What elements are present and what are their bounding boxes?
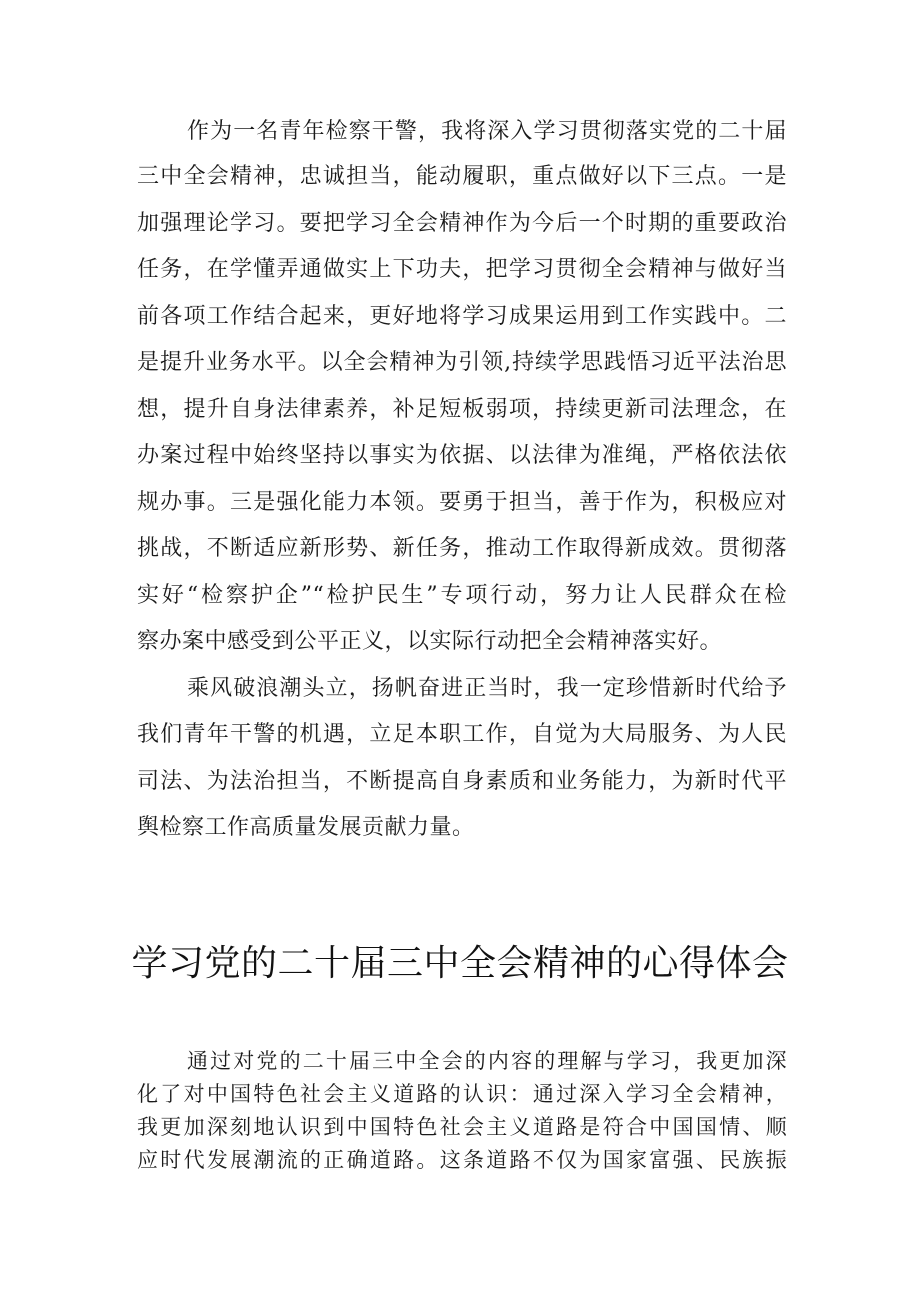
text-line: 实好“检察护企”“检护民生”专项行动，努力让人民群众在检 (137, 583, 787, 608)
text-line: 前各项工作结合起来，更好地将学习成果运用到工作实践中。二 (137, 304, 787, 329)
section-heading: 学习党的二十届三中全会精神的心得体会 (131, 943, 789, 984)
text-line: 我更加深刻地认识到中国特色社会主义道路是符合中国国情、顺 (137, 1115, 787, 1139)
text-line: 作为一名青年检察干警，我将深入学习贯彻落实党的二十届 (187, 119, 787, 144)
text-line: 三中全会精神，忠诚担当，能动履职，重点做好以下三点。一是 (137, 164, 787, 189)
text-line: 挑战，不断适应新形势、新任务，推动工作取得新成效。贯彻落 (137, 536, 787, 561)
text-line: 应时代发展潮流的正确道路。这条道路不仅为国家富强、民族振 (137, 1148, 787, 1172)
text-line: 通过对党的二十届三中全会的内容的理解与学习，我更加深 (187, 1049, 787, 1073)
text-line: 察办案中感受到公平正义，以实际行动把全会精神落实好。 (137, 629, 723, 654)
text-line: 办案过程中始终坚持以事实为依据、以法律为准绳，严格依法依 (137, 443, 787, 468)
text-line: 我们青年干警的机遇，立足本职工作，自觉为大局服务、为人民 (137, 722, 787, 747)
text-line: 乘风破浪潮头立，扬帆奋进正当时，我一定珍惜新时代给予 (187, 676, 787, 701)
text-line: 舆检察工作高质量发展贡献力量。 (137, 815, 475, 840)
text-line: 化了对中国特色社会主义道路的认识：通过深入学习全会精神， (137, 1082, 787, 1106)
text-line: 规办事。三是强化能力本领。要勇于担当，善于作为，积极应对 (137, 490, 787, 515)
text-line: 任务，在学懂弄通做实上下功夫，把学习贯彻全会精神与做好当 (137, 257, 787, 282)
text-line: 是提升业务水平。以全会精神为引领,持续学思践悟习近平法治思 (137, 350, 787, 375)
text-line: 加强理论学习。要把学习全会精神作为今后一个时期的重要政治 (137, 211, 787, 236)
text-line: 想，提升自身法律素养，补足短板弱项，持续更新司法理念，在 (137, 397, 787, 422)
text-line: 司法、为法治担当，不断提高自身素质和业务能力，为新时代平 (137, 769, 787, 794)
